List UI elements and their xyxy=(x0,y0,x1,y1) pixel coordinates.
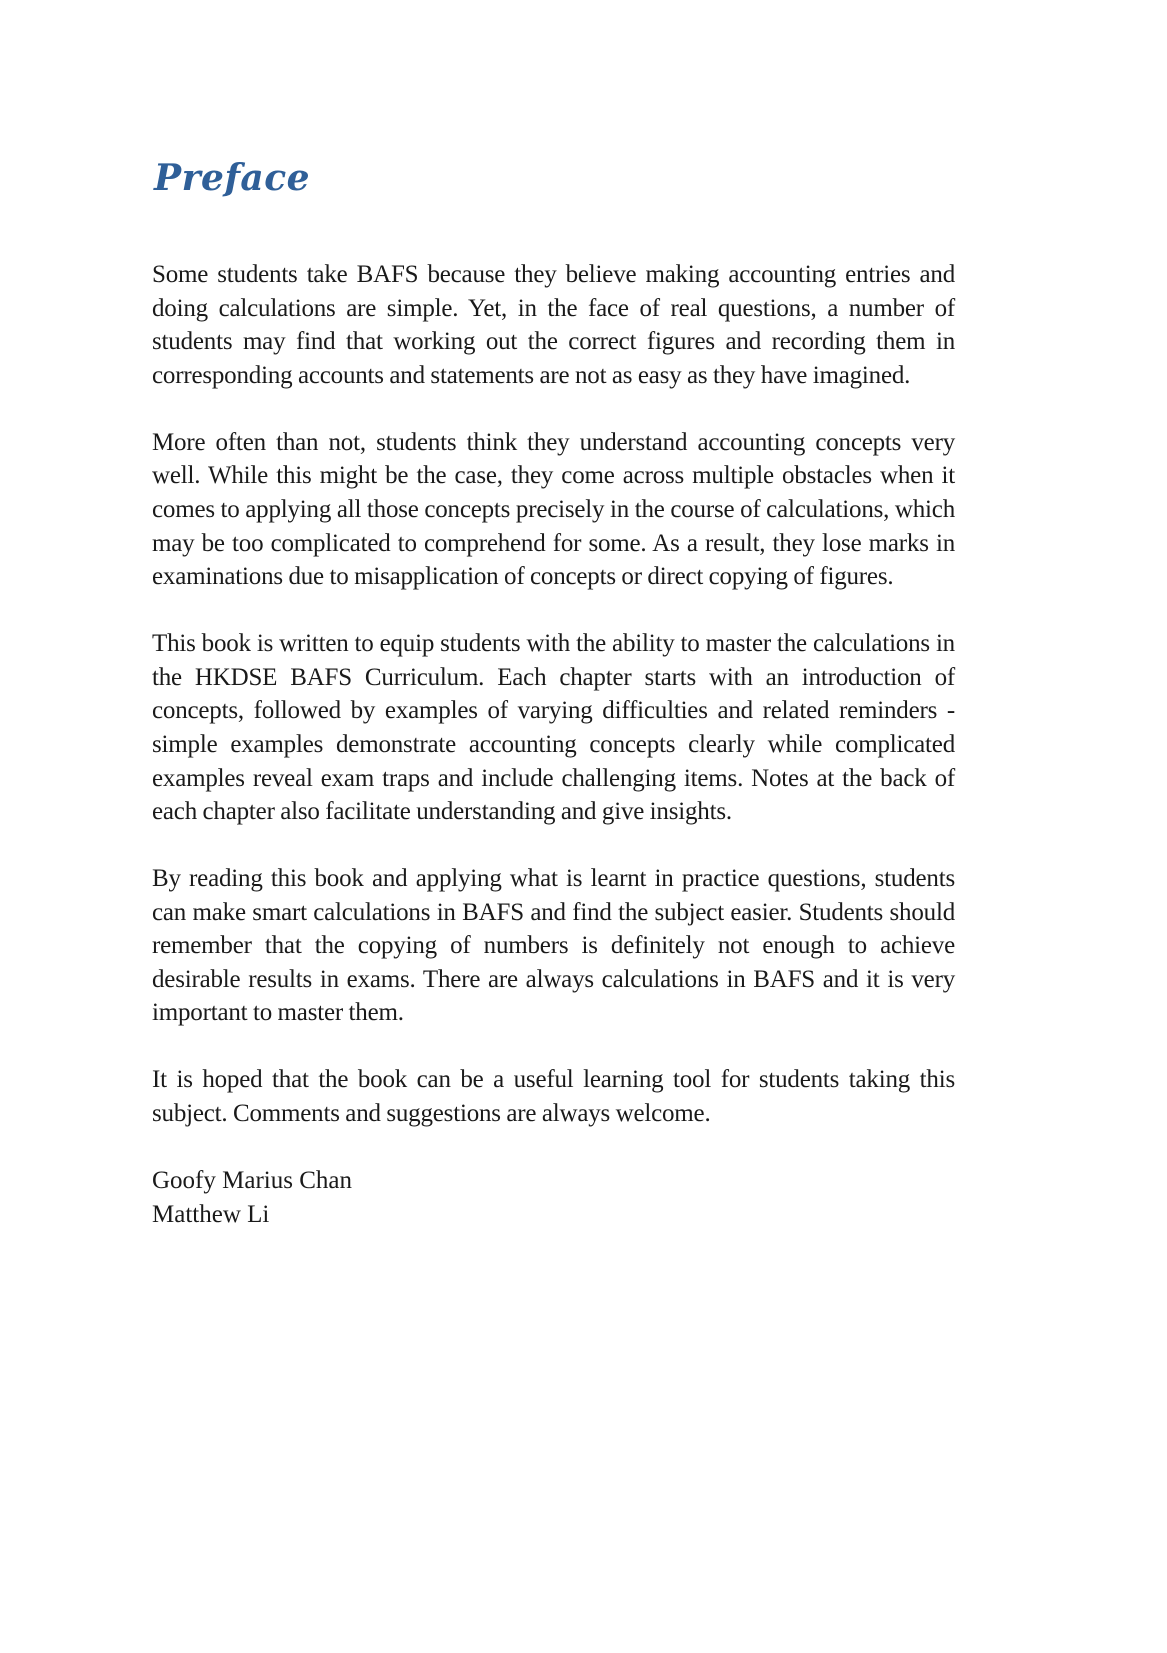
paragraph-3: This book is written to equip students with the ability to master the calculations in the HKDSE BAFS Curriculum. Each chapter starts with an introduction of concepts, followed by examples of varying difficulties and related reminders - simple examples demonstrate accounting concepts clearly while complicated examples reveal exam traps and include challenging items. Notes at the back of each chapter also facilitate understanding and give insights. xyxy=(152,630,955,826)
paragraph-5: It is hoped that the book can be a useful learning tool for students taking this subject. Comments and suggestions are always welcome. xyxy=(152,1066,955,1128)
author-signature xyxy=(152,1164,955,1231)
page-title: Preface xyxy=(154,157,311,199)
document-page xyxy=(152,150,955,1231)
preface-body xyxy=(152,258,955,1231)
author-name: Matthew Li xyxy=(152,1200,270,1228)
paragraph-1: Some students take BAFS because they believe making accounting entries and doing calculations are simple. Yet, in the face of real questions, a number of students may find that working out the correct figures and recording them in corresponding accounts and statements are not as easy as they have imagined. xyxy=(152,261,955,389)
paragraph-2: More often than not, students think they understand accounting concepts very well. While this might be the case, they come across multiple obstacles when it comes to applying all those concepts precisely in the course of calculations, which may be too complicated to comprehend for some. As a result, they lose marks in examinations due to misapplication of concepts or direct copying of figures. xyxy=(152,428,955,591)
paragraph-4: By reading this book and applying what is learnt in practice questions, students can make smart calculations in BAFS and find the subject easier. Students should remember that the copying of numbers is definitely not enough to achieve desirable results in exams. There are always calculations in BAFS and it is very important to master them. xyxy=(152,865,955,1027)
author-name: Goofy Marius Chan xyxy=(152,1167,352,1195)
